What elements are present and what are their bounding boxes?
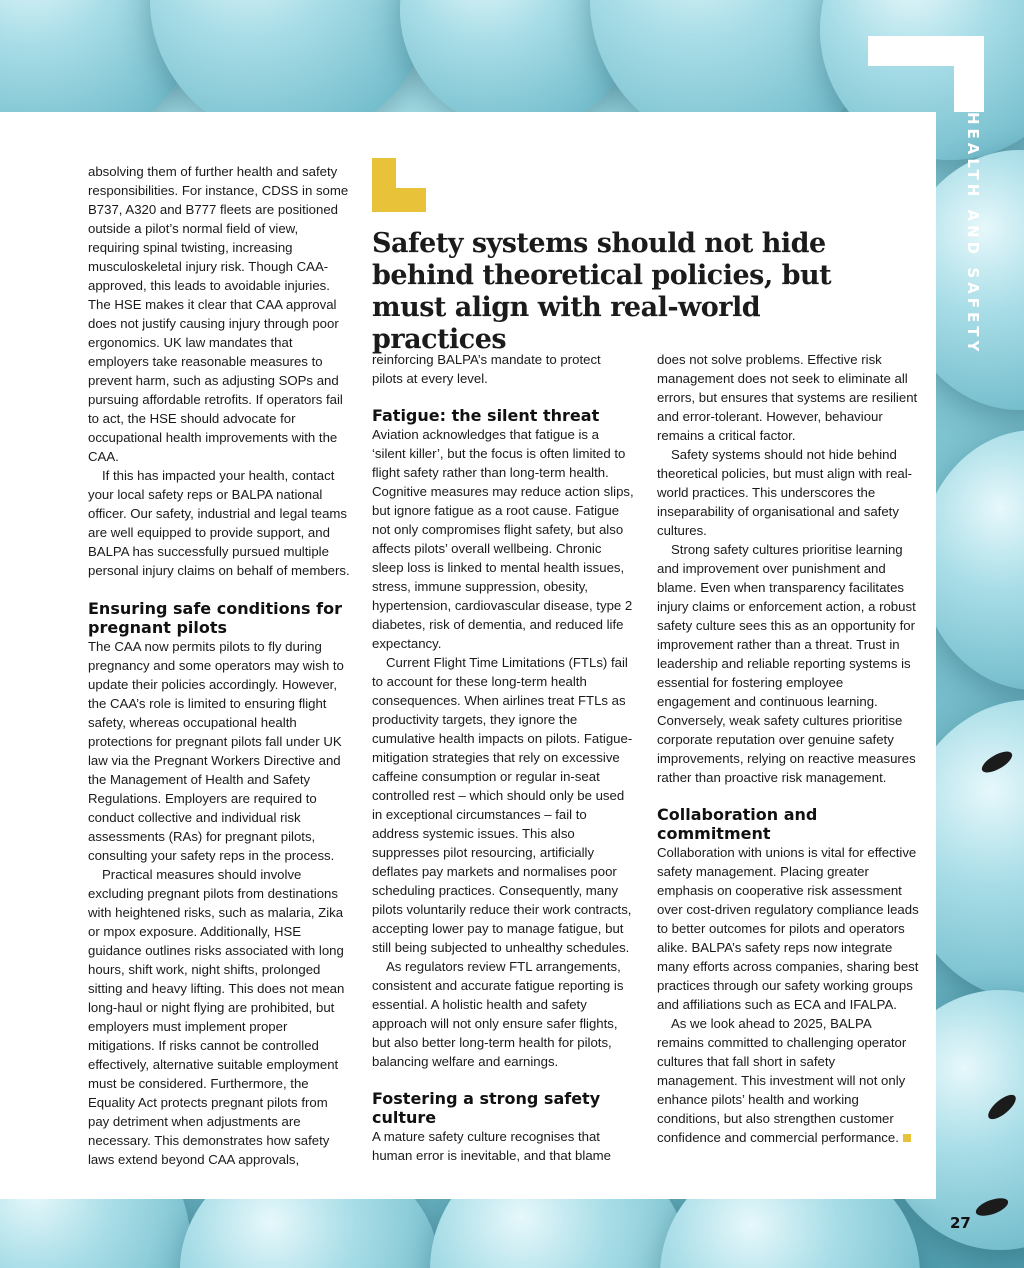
paragraph: As regulators review FTL arrangements, consistent and accurate fatigue reporting is essential. A holistic health and safety approach will not only ensure safer flights, but also better long-term health for pilots, balancing welfare and earnings. <box>372 959 624 1069</box>
pull-quote: Safety systems should not hide behind theoretical policies, but must align with real-world practices <box>372 228 832 355</box>
subheading: Ensuring safe conditions for pregnant pilots <box>88 599 342 637</box>
pull-quote-mark-icon <box>372 158 426 212</box>
subheading: Fatigue: the silent threat <box>372 406 600 425</box>
paragraph: Collaboration with unions is vital for effective safety management. Placing greater emphasis on cooperative risk assessment over cost-driven regulatory compliance leads to better outcomes for pilots and operators alike. BALPA’s safety reps now integrate many efforts across companies, sharing best practices through our safety working groups and affiliations such as ECA and IFALPA. <box>657 845 919 1012</box>
paragraph: The CAA now permits pilots to fly during pregnancy and some operators may wish to update their policies accordingly. However, the CAA’s role is limited to ensuring flight safety, whereas occupational health protections for pregnant pilots fall under UK law via the Pregnant Workers Directive and the Management of Health and Safety Regulations. Employers are required to conduct collective and individual risk assessments (RAs) for pregnant pilots, consulting your safety reps in the process. <box>88 639 344 863</box>
page-number: 27 <box>950 1214 971 1232</box>
column-1 <box>88 162 352 1169</box>
paragraph-text: As we look ahead to 2025, BALPA remains committed to challenging operator cultures that fall short in safety management. This investment will not only enhance pilots’ health and working conditions, but also strengthen customer confidence and commercial performance. <box>657 1016 907 1145</box>
paragraph: Aviation acknowledges that fatigue is a ‘silent killer’, but the focus is often limited to flight safety rather than long-term health. Cognitive measures may reduce action slips, but ignore fatigue as a root cause. Fatigue not only compromises flight safety, but also affects pilots’ overall wellbeing. Chronic sleep loss is linked to mental health issues, stress, immune suppression, obesity, hypertension, cardiovascular disease, type 2 diabetes, risk of dementia, and reduced life expectancy. <box>372 427 634 651</box>
paragraph: If this has impacted your health, contact your local safety reps or BALPA national officer. Our safety, industrial and legal teams are well equipped to provide support, and BALPA has successfully pursued multiple personal injury claims on behalf of members. <box>88 468 350 578</box>
subheading: Collaboration and commitment <box>657 805 818 843</box>
paragraph: does not solve problems. Effective risk management does not seek to eliminate all errors, but ensures that systems are resilient and error-tolerant. However, behaviour remains a critical factor. <box>657 352 918 443</box>
paragraph: reinforcing BALPA’s mandate to protect pilots at every level. <box>372 352 601 386</box>
column-2 <box>372 350 634 1165</box>
end-mark-icon <box>903 1134 911 1142</box>
paragraph: A mature safety culture recognises that human error is inevitable, and that blame <box>372 1129 611 1163</box>
paragraph <box>657 1014 919 1147</box>
paragraph: Safety systems should not hide behind theoretical policies, but must align with real-world practices. This underscores the inseparability of organisational and safety cultures. <box>657 447 913 538</box>
paragraph: Current Flight Time Limitations (FTLs) fail to account for these long-term health consequences. When airlines treat FTLs as productivity targets, they ignore the cumulative health impacts on pilots. Fatigue-mitigation strategies that rely on excessive caffeine consumption or regular in-seat controlled rest – which should only be used in exceptional circumstances – fail to address systemic issues. This also suppresses pilot resourcing, artificially deflates pay markets and normalises poor scheduling practices. Consequently, many pilots voluntarily reduce their work contracts, accepting lower pay to manage fatigue, but still being subjected to unhealthy schedules. <box>372 655 633 955</box>
corner-bracket-icon <box>868 36 984 112</box>
section-label: HEALTH AND SAFETY <box>964 112 982 356</box>
paragraph: Strong safety cultures prioritise learning and improvement over punishment and blame. Even when transparency facilitates injury claims or enforcement action, a robust safety culture sees this as an opportunity for improvement rather than a threat. Trust in leadership and reliable reporting systems is essential for fostering employee engagement and continuous learning. Conversely, weak safety cultures prioritise corporate reputation over genuine safety improvements, relying on reactive measures rather than proactive risk management. <box>657 542 916 785</box>
paragraph: Practical measures should involve excluding pregnant pilots from destinations with heightened risks, such as malaria, Zika or mpox exposure. Additionally, HSE guidance outlines risks associated with long hours, shift work, night shifts, prolonged sitting and heavy lifting. This does not mean long-haul or night flying are prohibited, but employers must implement proper mitigations. If risks cannot be controlled effectively, alternative suitable employment must be considered. Furthermore, the Equality Act protects pregnant pilots from pay detriment when adjustments are necessary. This demonstrates how safety laws extend beyond CAA approvals, <box>88 867 345 1167</box>
subheading: Fostering a strong safety culture <box>372 1089 601 1127</box>
paragraph: absolving them of further health and safety responsibilities. For instance, CDSS in some B737, A320 and B777 fleets are positioned outside a pilot’s normal field of view, requiring spinal twisting, increasing musculoskeletal injury risk. Though CAA-approved, this leads to avoidable injuries. The HSE makes it clear that CAA approval does not justify causing injury through poor ergonomics. UK law mandates that employers take reasonable measures to prevent harm, such as adjusting SOPs and pursuing affordable retrofits. If operators fail to act, the HSE should advocate for occupational health improvements with the CAA. <box>88 164 349 464</box>
column-3 <box>657 350 919 1147</box>
